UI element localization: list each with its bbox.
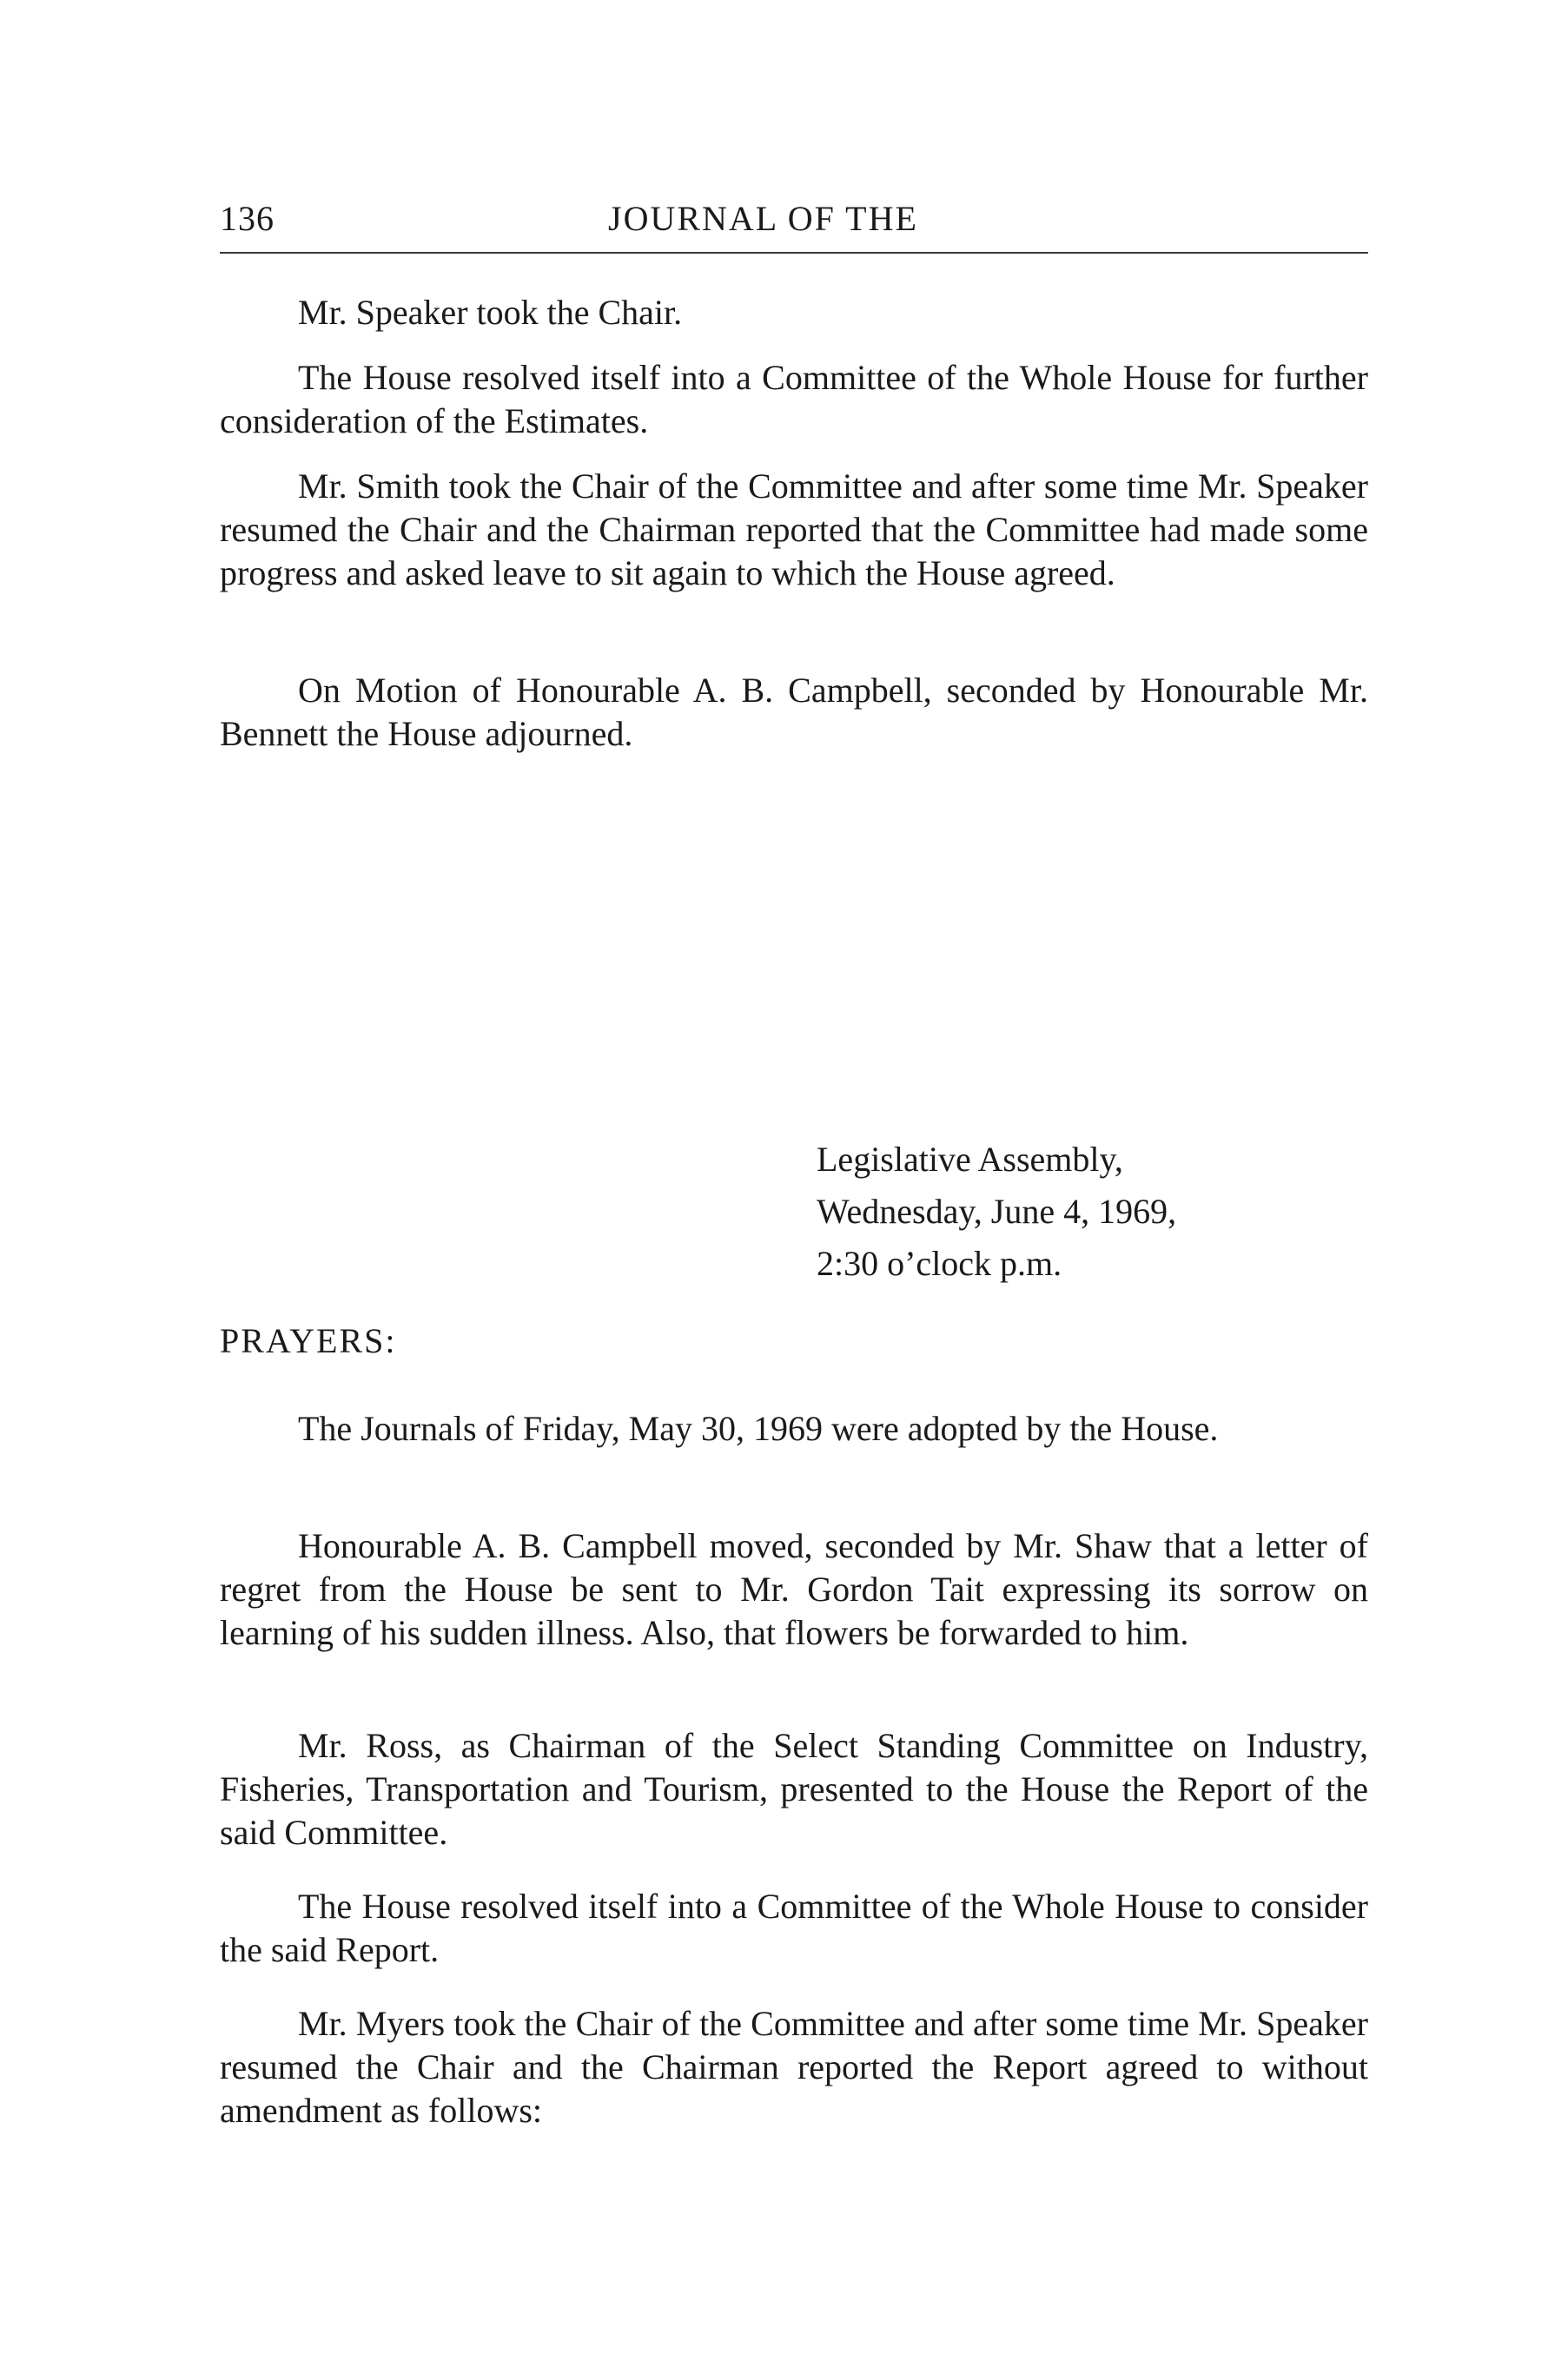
paragraph-motion-adjourned: On Motion of Honourable A. B. Campbell, seconded by Honourable Mr. Bennett the House adjourned. bbox=[220, 671, 1368, 753]
paragraph-committee-whole-estimates: The House resolved itself into a Committee of the Whole House for further consideration of the Estimates. bbox=[220, 358, 1368, 440]
paragraph-speaker-took-chair: Mr. Speaker took the Chair. bbox=[298, 293, 683, 332]
paragraph-myers-took-chair: Mr. Myers took the Chair of the Committee and after some time Mr. Speaker resumed the Chair and the Chairman reported the Report agreed to without amendment as follows: bbox=[220, 2004, 1368, 2130]
paragraph-committee-whole-report: The House resolved itself into a Committee of the Whole House to consider the said Report. bbox=[220, 1887, 1368, 1969]
sitting-date: Wednesday, June 4, 1969, bbox=[817, 1192, 1177, 1231]
paragraph-letter-of-regret: Honourable A. B. Campbell moved, seconded by Mr. Shaw that a letter of regret from the House be sent to Mr. Gordon Tait expressing its sorrow on learning of his sudden illness. Also, that flowers be forwarded to him. bbox=[220, 1526, 1368, 1652]
paragraph-ross-report: Mr. Ross, as Chairman of the Select Standing Committee on Industry, Fisheries, Transportation and Tourism, presented to the House the Report of the said Committee. bbox=[220, 1726, 1368, 1852]
paragraph-smith-took-chair: Mr. Smith took the Chair of the Committee and after some time Mr. Speaker resumed the Chair and the Chairman reported that the Committee had made some progress and asked leave to sit again to which the House agreed. bbox=[220, 466, 1368, 592]
prayers-heading: PRAYERS: bbox=[220, 1321, 397, 1360]
sitting-time: 2:30 o’clock p.m. bbox=[817, 1244, 1062, 1283]
sitting-assembly: Legislative Assembly, bbox=[817, 1140, 1123, 1179]
sitting-header bbox=[817, 1134, 1176, 1290]
running-head: JOURNAL OF THE bbox=[608, 199, 918, 238]
paragraph-journals-adopted: The Journals of Friday, May 30, 1969 were adopted by the House. bbox=[298, 1409, 1219, 1448]
header-rule bbox=[220, 252, 1368, 254]
page-number: 136 bbox=[220, 199, 275, 238]
